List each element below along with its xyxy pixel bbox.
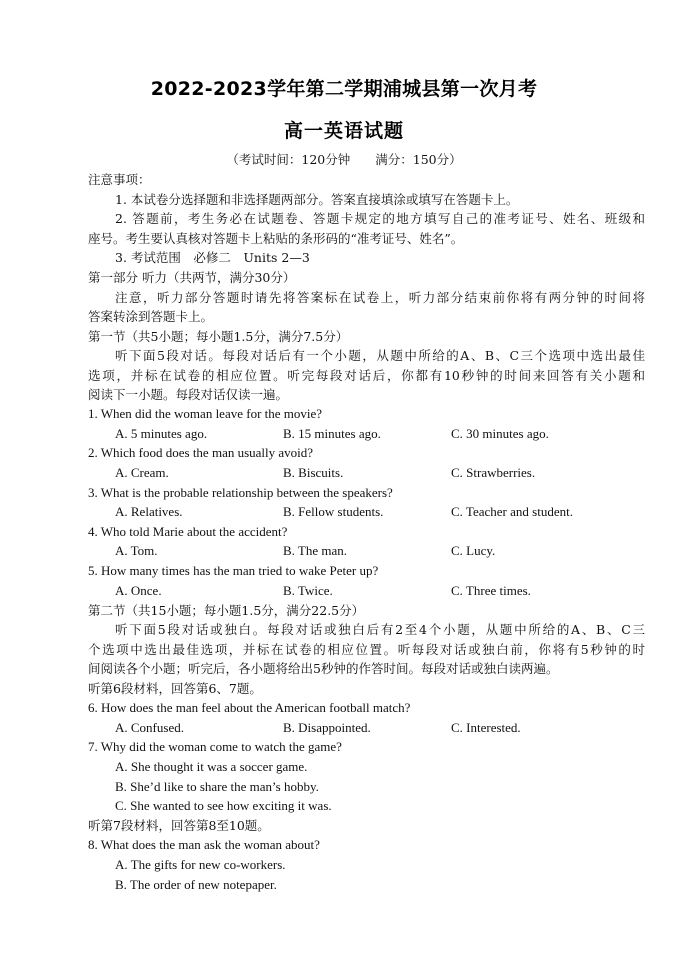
question-3: 3. What is the probable relationship between the speakers?: [88, 485, 393, 500]
part1-note-line1: 注意，听力部分答题时请先将答案标在试卷上，听力部分结束前你将有两分钟的时间将: [115, 290, 645, 305]
note-item-2-cont: 座号。考生要认真核对答题卡上粘贴的条形码的“准考证号、姓名”。: [88, 231, 464, 246]
q4-option-a: A. Tom.: [115, 543, 158, 558]
section1-instr-line1: 听下面5段对话。每段对话后有一个小题，从题中所给的A、B、C三个选项中选出最佳: [115, 348, 645, 363]
part1-heading: 第一部分 听力（共两节，满分30分）: [88, 270, 296, 285]
q2-option-b: B. Biscuits.: [283, 465, 344, 480]
q6-option-b: B. Disappointed.: [283, 720, 371, 735]
q4-option-c: C. Lucy.: [451, 543, 496, 558]
section2-instr-line2: 个选项中选出最佳选项，并标在试卷的相应位置。听每段对话或独白前，你将有5秒钟的时: [88, 642, 645, 657]
q8-option-a: A. The gifts for new co-workers.: [115, 857, 286, 872]
q7-option-a: A. She thought it was a soccer game.: [115, 759, 308, 774]
section1-instr-line2: 选项，并标在试卷的相应位置。听完每段对话后，你都有10秒钟的时间来回答有关小题和: [88, 368, 645, 383]
q8-option-b: B. The order of new notepaper.: [115, 877, 277, 892]
section2-instr-line3: 间阅读各个小题；听完后，各小题将给出5秒钟的作答时间。每段对话或独白读两遍。: [88, 661, 559, 676]
section1-instr-line3: 阅读下一小题。每段对话仅读一遍。: [88, 387, 289, 402]
material-7-heading: 听第7段材料，回答第8至10题。: [88, 818, 270, 833]
section2-instr-line1: 听下面5段对话或独白。每段对话或独白后有2至4个小题，从题中所给的A、B、C三: [115, 622, 645, 637]
q6-option-c: C. Interested.: [451, 720, 521, 735]
question-8: 8. What does the man ask the woman about?: [88, 837, 320, 852]
section1-heading: 第一节（共5小题；每小题1.5分，满分7.5分）: [88, 329, 349, 344]
q1-option-b: B. 15 minutes ago.: [283, 426, 381, 441]
note-item-2: 2. 答题前，考生务必在试题卷、答题卡规定的地方填写自己的准考证号、姓名、班级和: [115, 211, 645, 226]
part1-note-line2: 答案转涂到答题卡上。: [88, 309, 214, 324]
q2-option-a: A. Cream.: [115, 465, 169, 480]
question-5: 5. How many times has the man tried to wake Peter up?: [88, 563, 379, 578]
q7-option-b: B. She’d like to share the man’s hobby.: [115, 779, 319, 794]
question-7: 7. Why did the woman come to watch the game?: [88, 739, 342, 754]
q1-option-c: C. 30 minutes ago.: [451, 426, 549, 441]
q5-option-c: C. Three times.: [451, 583, 531, 598]
q3-option-b: B. Fellow students.: [283, 504, 384, 519]
note-item-1: 1. 本试卷分选择题和非选择题两部分。答案直接填涂或填写在答题卡上。: [115, 192, 519, 207]
question-2: 2. Which food does the man usually avoid?: [88, 445, 314, 460]
question-4: 4. Who told Marie about the accident?: [88, 524, 288, 539]
q1-option-a: A. 5 minutes ago.: [115, 426, 208, 441]
material-6-heading: 听第6段材料，回答第6、7题。: [88, 681, 262, 696]
q7-option-c: C. She wanted to see how exciting it was.: [115, 798, 332, 813]
q6-option-a: A. Confused.: [115, 720, 184, 735]
exam-info: （考试时间：120分钟 满分：150分）: [226, 152, 462, 167]
exam-subject-title: 高一英语试题: [283, 120, 404, 142]
q3-option-c: C. Teacher and student.: [451, 504, 573, 519]
q5-option-a: A. Once.: [115, 583, 162, 598]
question-6: 6. How does the man feel about the American football match?: [88, 700, 411, 715]
q3-option-a: A. Relatives.: [115, 504, 183, 519]
section2-heading: 第二节（共15小题；每小题1.5分，满分22.5分）: [88, 603, 365, 618]
q2-option-c: C. Strawberries.: [451, 465, 536, 480]
notes-heading: 注意事项：: [88, 172, 151, 187]
exam-title: 2022-2023学年第二学期浦城县第一次月考: [150, 78, 538, 100]
question-1: 1. When did the woman leave for the movie?: [88, 406, 323, 421]
q5-option-b: B. Twice.: [283, 583, 333, 598]
q4-option-b: B. The man.: [283, 543, 348, 558]
note-item-3: 3. 考试范围 必修二 Units 2—3: [115, 250, 310, 265]
